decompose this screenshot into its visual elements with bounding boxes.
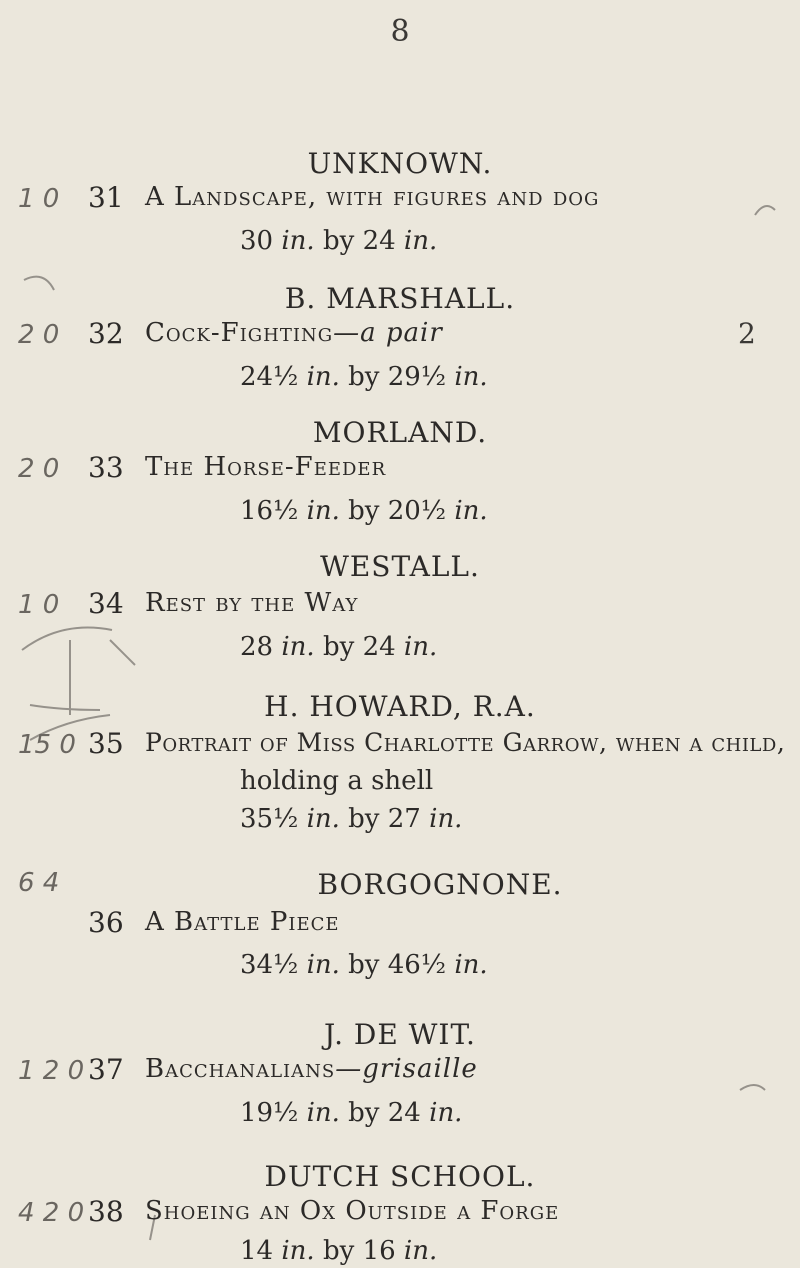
lot-number: 36	[88, 906, 124, 939]
lot-number: 33	[88, 451, 124, 484]
lot-number: 38	[88, 1195, 124, 1228]
margin-note: 6 4	[18, 868, 60, 898]
lot-title: Bacchanalians—grisaille	[145, 1054, 478, 1084]
lot-dimensions: 24½ in. by 29½ in.	[240, 362, 488, 392]
margin-note: 2 0	[18, 320, 60, 350]
lot-dimensions: 19½ in. by 24 in.	[240, 1098, 463, 1128]
page-number: 8	[390, 14, 410, 49]
artist-name: BORGOGNONE.	[317, 868, 563, 901]
lot-number: 32	[88, 317, 124, 350]
lot-title: The Horse-Feeder	[145, 452, 387, 482]
lot-dimensions: 16½ in. by 20½ in.	[240, 496, 488, 526]
artist-name: WESTALL.	[320, 550, 480, 583]
lot-dimensions: 35½ in. by 27 in.	[240, 804, 463, 834]
lot-number: 37	[88, 1053, 124, 1086]
lot-title: Portrait of Miss Charlotte Garrow, when a child,	[145, 728, 786, 757]
artist-name: B. MARSHALL.	[284, 282, 516, 315]
artist-name: J. DE WIT.	[324, 1018, 476, 1051]
margin-note: 1 2 0	[18, 1056, 85, 1086]
lot-number: 35	[88, 727, 124, 760]
lot-dimensions: 30 in. by 24 in.	[240, 226, 438, 256]
artist-name: H. HOWARD, R.A.	[264, 690, 536, 723]
lot-number: 31	[88, 181, 124, 214]
margin-note: 15 0	[18, 730, 76, 760]
artist-name: DUTCH SCHOOL.	[264, 1160, 536, 1193]
lot-subtitle: holding a shell	[240, 766, 434, 796]
lot-dimensions: 14 in. by 16 in.	[240, 1236, 438, 1266]
lot-title: A Landscape, with figures and dog	[145, 182, 600, 212]
lot-number: 34	[88, 587, 124, 620]
margin-note: 1 0	[18, 184, 60, 214]
lot-title: Rest by the Way	[145, 588, 359, 618]
artist-name: MORLAND.	[312, 416, 488, 449]
lot-dimensions: 34½ in. by 46½ in.	[240, 950, 488, 980]
margin-note: 1 0	[18, 590, 60, 620]
artist-name: UNKNOWN.	[307, 147, 493, 180]
margin-note: 4 2 0	[18, 1198, 85, 1228]
lot-dimensions: 28 in. by 24 in.	[240, 632, 438, 662]
lot-title: Cock-Fighting—a pair	[145, 318, 443, 348]
margin-note: 2 0	[18, 454, 60, 484]
lot-title: Shoeing an Ox Outside a Forge	[145, 1196, 560, 1226]
lot-title: A Battle Piece	[145, 907, 340, 937]
lot-quantity: 2	[738, 317, 756, 350]
